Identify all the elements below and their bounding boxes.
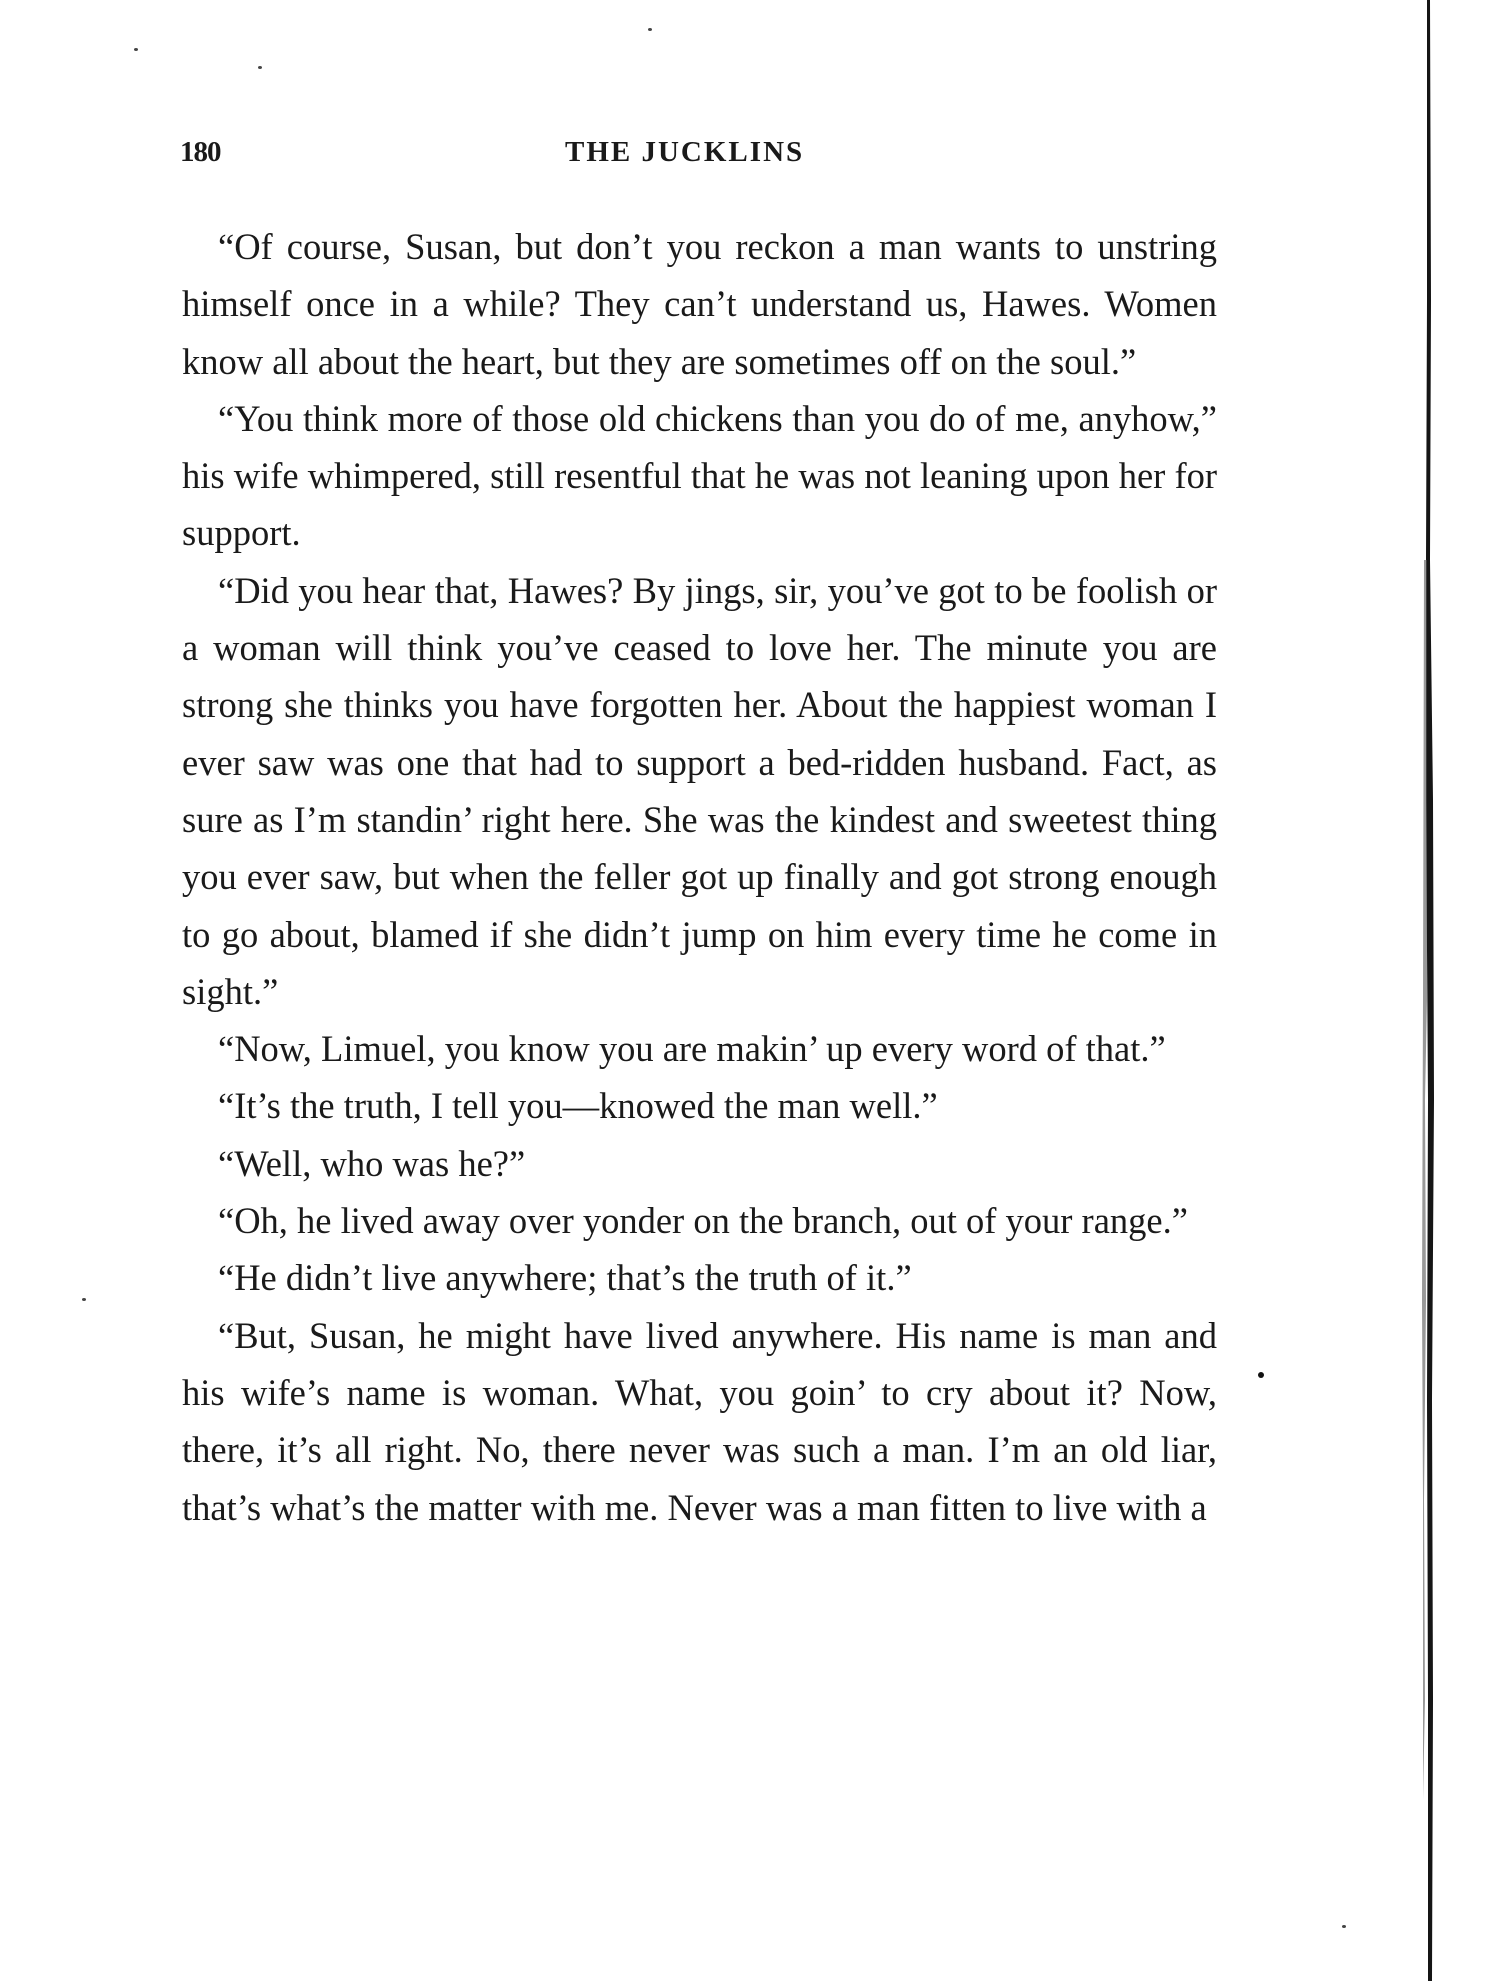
paper-speck <box>82 1298 86 1301</box>
paragraph: “You think more of those old chickens than you do of me, anyhow,” his wife whimpered, still resentful that he was not leaning upon her for support. <box>182 397 1217 554</box>
paper-speck <box>1342 1925 1346 1928</box>
running-title: THE JUCKLINS <box>565 136 805 168</box>
page-number: 180 <box>180 136 221 168</box>
paper-speck <box>648 28 652 31</box>
paragraph: “Well, who was he?” <box>218 1142 526 1184</box>
paragraph: “It’s the truth, I tell you—knowed the man well.” <box>218 1085 938 1127</box>
paragraph: “Now, Limuel, you know you are makin’ up every word of that.” <box>218 1028 1166 1070</box>
paragraph: “He didn’t live anywhere; that’s the truth of it.” <box>218 1257 912 1299</box>
paragraph: “Did you hear that, Hawes? By jings, sir, you’ve got to be foolish or a woman will think you’ve ceased to love her. The minute you are strong she thinks you have forgotten her. About the happiest woman I ever saw was one that had to support a bed-ridden husband. Fact, as sure as I’m standin’ right here. She was the kindest and sweetest thing you ever saw, but when the feller got up finally and got strong enough to go about, blamed if she didn’t jump on him every time he come in sight.” <box>182 569 1217 1012</box>
paragraph: “Oh, he lived away over yonder on the branch, out of your range.” <box>218 1200 1188 1242</box>
paragraph: “Of course, Susan, but don’t you reckon a man wants to unstring himself once in a while? They can’t understand us, Hawes. Women know all about the heart, but they are sometimes off on the soul.” <box>182 226 1217 382</box>
binding-edge-shadow <box>1422 0 1436 1981</box>
paragraph: “But, Susan, he might have lived anywhere. His name is man and his wife’s name is woman. What, you goin’ to cry about it? Now, there, it’s all right. No, there never was such a man. I’m an old liar, that’s what’s the matter with me. Never was a man fitten to live with a <box>182 1314 1217 1528</box>
paper-speck <box>1258 1372 1264 1378</box>
paper-speck <box>258 66 262 69</box>
body-text <box>182 218 1217 1536</box>
paper-speck <box>134 48 138 51</box>
page-header <box>180 136 1215 180</box>
